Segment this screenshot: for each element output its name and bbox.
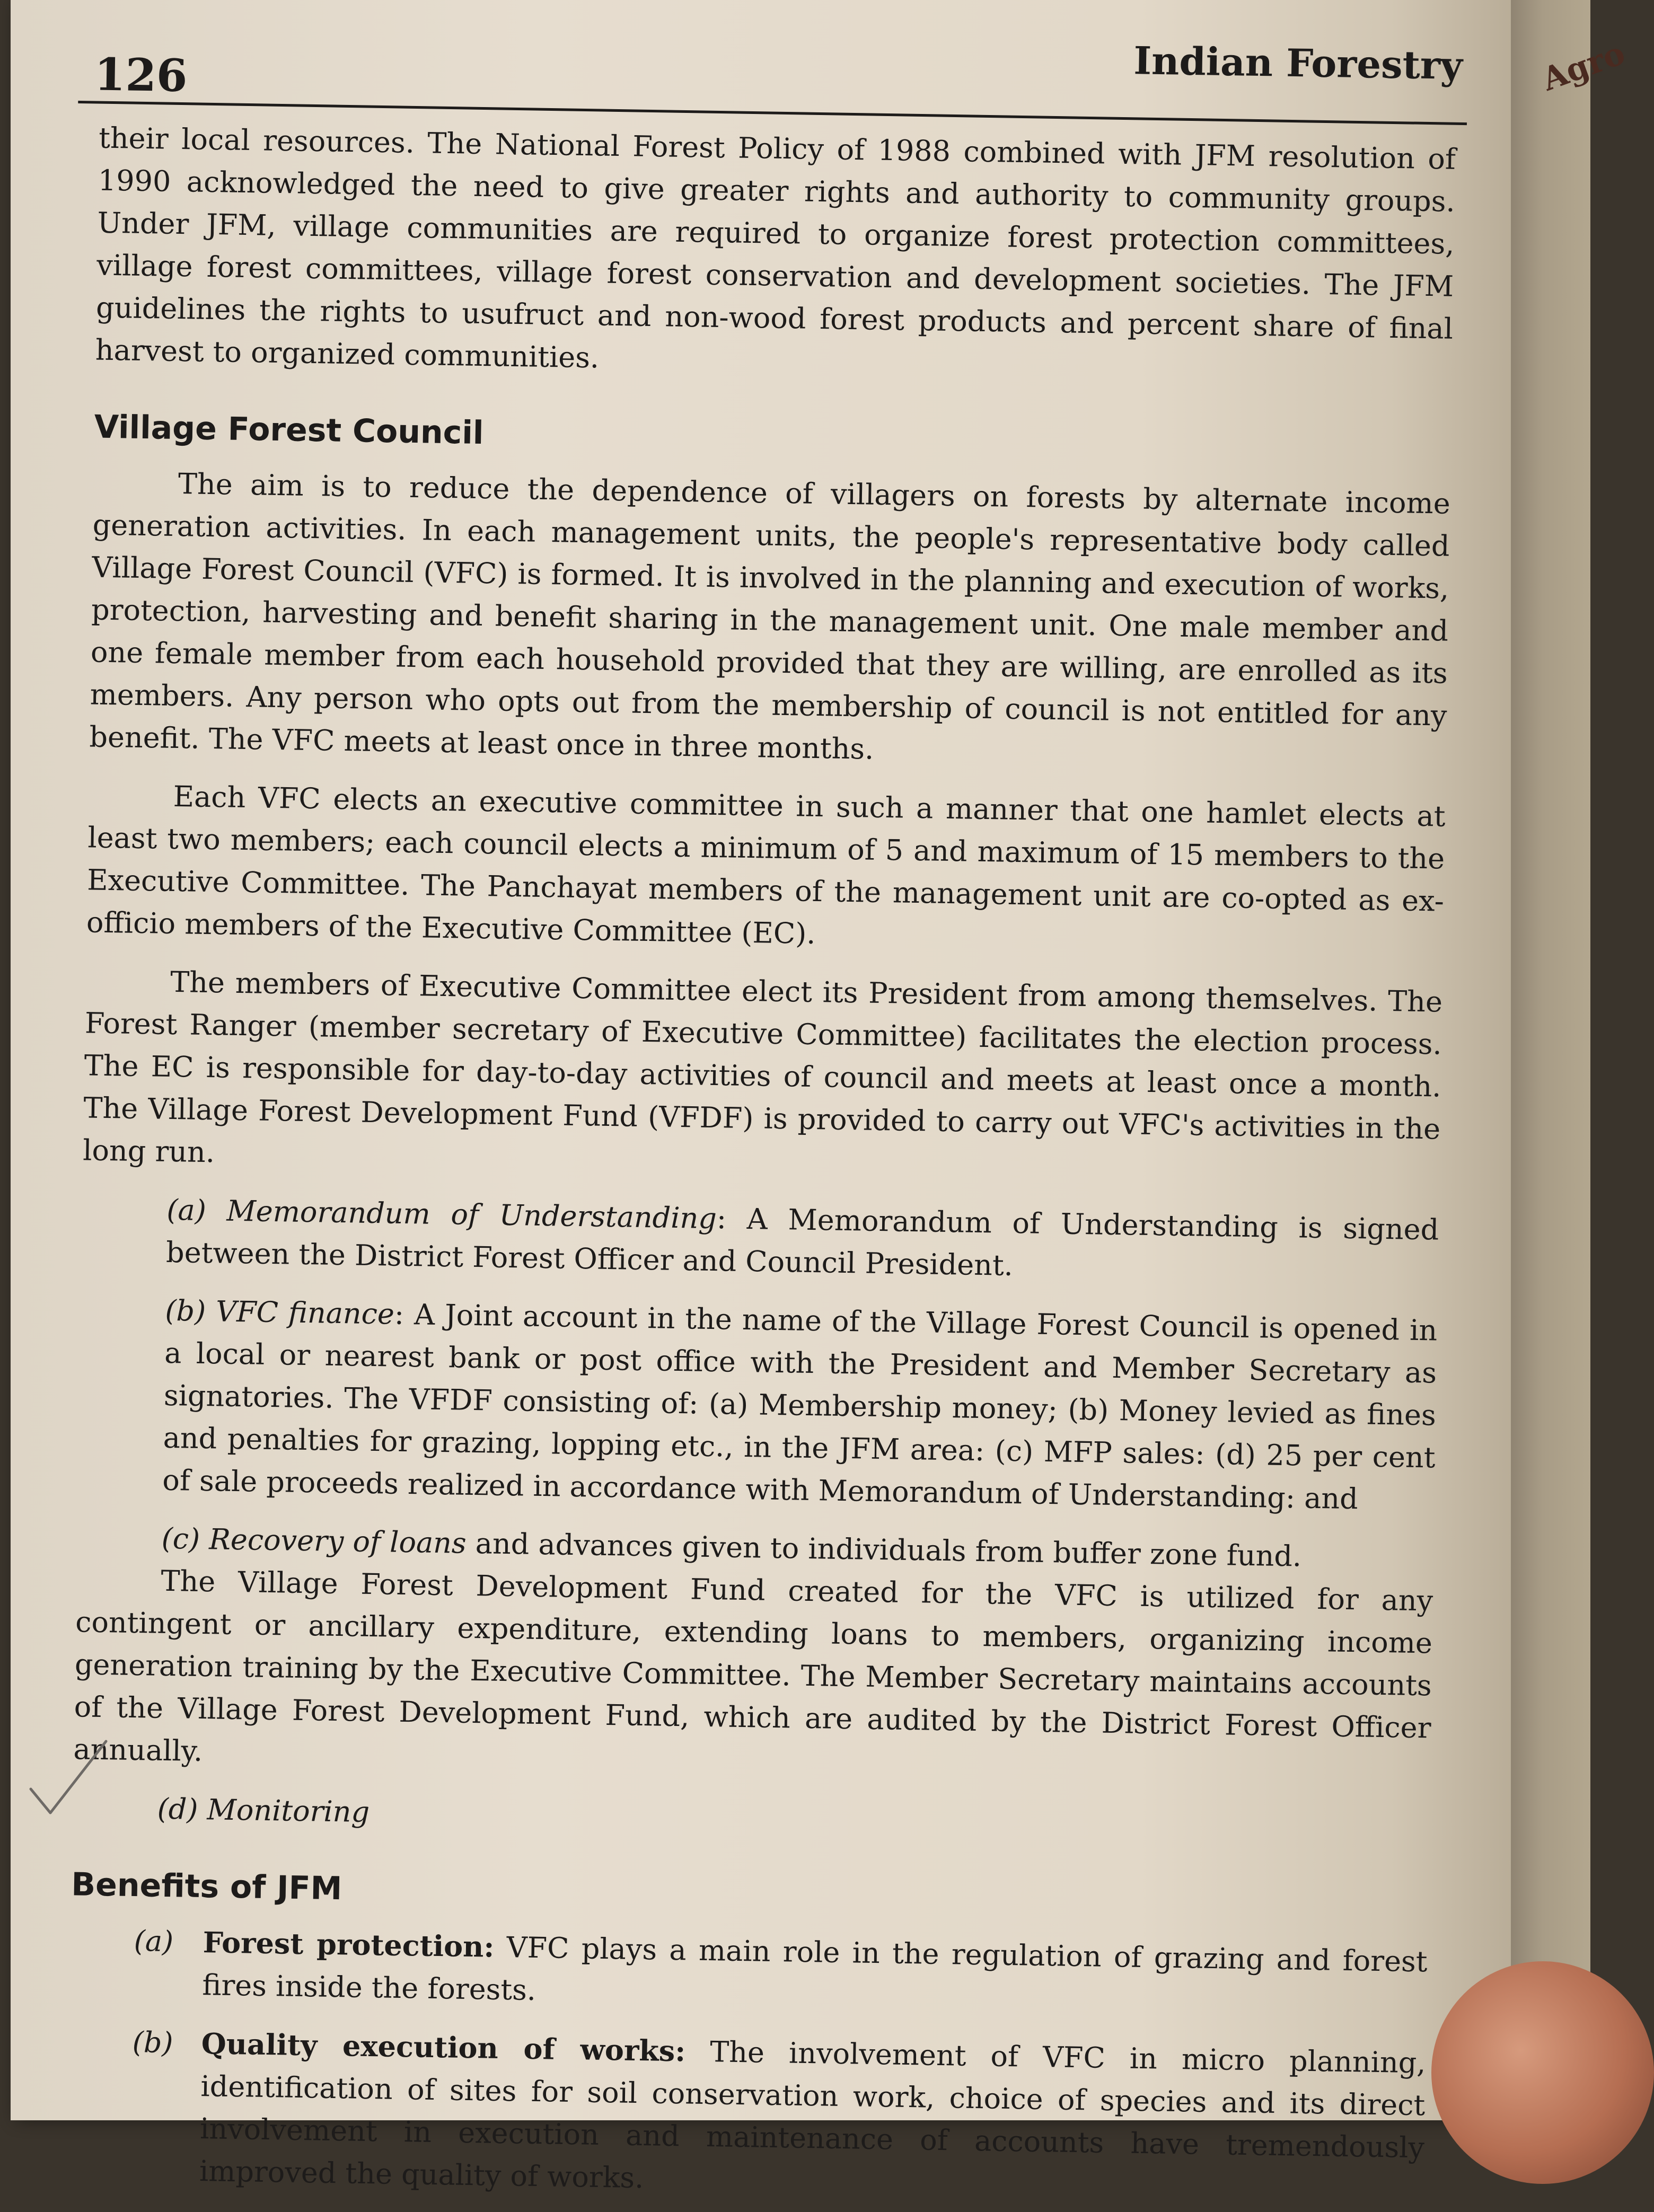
item-vfc-finance-label: (b) VFC finance <box>165 1293 395 1331</box>
adjacent-page-fragment: Agro <box>1537 34 1630 99</box>
page-content <box>47 11 1468 2195</box>
body-text <box>66 117 1456 2212</box>
item-memorandum-text: : A Memorandum of Understanding is signed between the District Forest Officer and Council President. <box>165 1202 1439 1282</box>
running-title: Indian Forestry <box>1133 38 1463 88</box>
book-page <box>11 0 1511 2195</box>
benefit-text <box>202 1921 1428 2025</box>
vfc-paragraph-3: The members of Executive Committee elect its President from among themselves. The Forest Ranger (member secretary of Executive Committee) facilitates the election process. The EC is responsible for day-to-day activities of council and meets at least once a month. The Village Forest Development Fund (VFDF) is provided to carry out VFC's activities in the long run. <box>82 965 1443 1169</box>
item-recovery-text: and advances given to individuals from buffer zone fund. <box>466 1526 1302 1573</box>
page-number: 126 <box>94 48 188 102</box>
item-recovery-label: (c) Recovery of loans <box>161 1521 467 1560</box>
vfdf-paragraph: The Village Forest Development Fund created for the VFC is utilized for any contingent or ancillary expenditure, extending loans to members, organizing income generation training by the Executive Committee. The Member Secretary maintains accounts of the Village Forest Development Fund, which are audited by the District Forest Officer annually. <box>73 1564 1433 1768</box>
benefit-lead: Forest protection: <box>203 1925 495 1964</box>
check-mark-icon <box>27 1739 111 1818</box>
item-monitoring <box>72 1786 1430 1850</box>
benefit-body: The involvement of VFC in micro planning, identification of sites for soil conservation work, choice of species and its direct involvement in execution and maintenance of accounts have tremendously improved the quality of works. <box>199 2034 1426 2195</box>
item-vfc-finance <box>77 1288 1438 1521</box>
benefit-item <box>69 1919 1428 2025</box>
item-memorandum-label: (a) Memorandum of Understanding <box>166 1193 717 1236</box>
benefit-lead: Quality execution of works: <box>201 2026 686 2068</box>
running-header <box>78 38 1467 125</box>
adjacent-page-edge <box>1511 0 1630 2120</box>
section-heading-village-forest-council: Village Forest Council <box>94 408 484 452</box>
item-memorandum <box>81 1187 1439 1293</box>
item-monitoring-label: (d) Monitoring <box>157 1792 370 1829</box>
benefit-marker: (b) <box>132 2025 174 2060</box>
finger <box>1431 1961 1654 2184</box>
vfc-paragraph-2: Each VFC elects an executive committee in such a manner that one hamlet elects at least two members; each council elects a minimum of 5 and maximum of 15 members to the Executive Committee. The Panchayat members of the management unit are co-opted as ex-officio members of the Executive Committee (EC). <box>86 779 1446 951</box>
vfc-paragraph-1: The aim is to reduce the dependence of villagers on forests by alternate income generation activities. In each management units, the people's representative body called Village Forest Council (VFC) is formed. It is involved in the planning and execution of works, protection, harvesting and benefit sharing in the management unit. One male member and one female member from each household provided that they are willing, are enrolled as its members. Any person who opts out from the membership of council is not entitled for any benefit. The VFC meets at least once in three months. <box>89 467 1451 766</box>
benefit-marker: (a) <box>134 1924 174 1959</box>
intro-paragraph: their local resources. The National Forest Policy of 1988 combined with JFM resolution of 1990 acknowledged the need to give greater rights and authority to community groups. Under JFM, village communities are required to organize forest protection committees, village forest committees, village forest conservation and development societies. The JFM guidelines the rights to usufruct and non-wood forest products and percent share of final harvest to organized communities. <box>95 121 1456 375</box>
benefit-text <box>199 2022 1426 2211</box>
section-heading-benefits-of-jfm: Benefits of JFM <box>71 1866 342 1908</box>
item-vfc-finance-text: : A Joint account in the name of the Village Forest Council is opened in a local or nearest bank or post office with the President and Member Secretary as signatories. The VFDF consisting of: (a) Membership money; (b) Money levied as fines and penalties for grazing, lopping etc., in the JFM area: (c) MFP sales: (d) 25 per cent of sale proceeds realized in accordance with Memorandum of Understanding: and <box>162 1297 1438 1516</box>
benefit-body: VFC plays a main role in the regulation of grazing and forest fires inside the forests. <box>202 1930 1428 2007</box>
benefit-item <box>66 2020 1426 2211</box>
